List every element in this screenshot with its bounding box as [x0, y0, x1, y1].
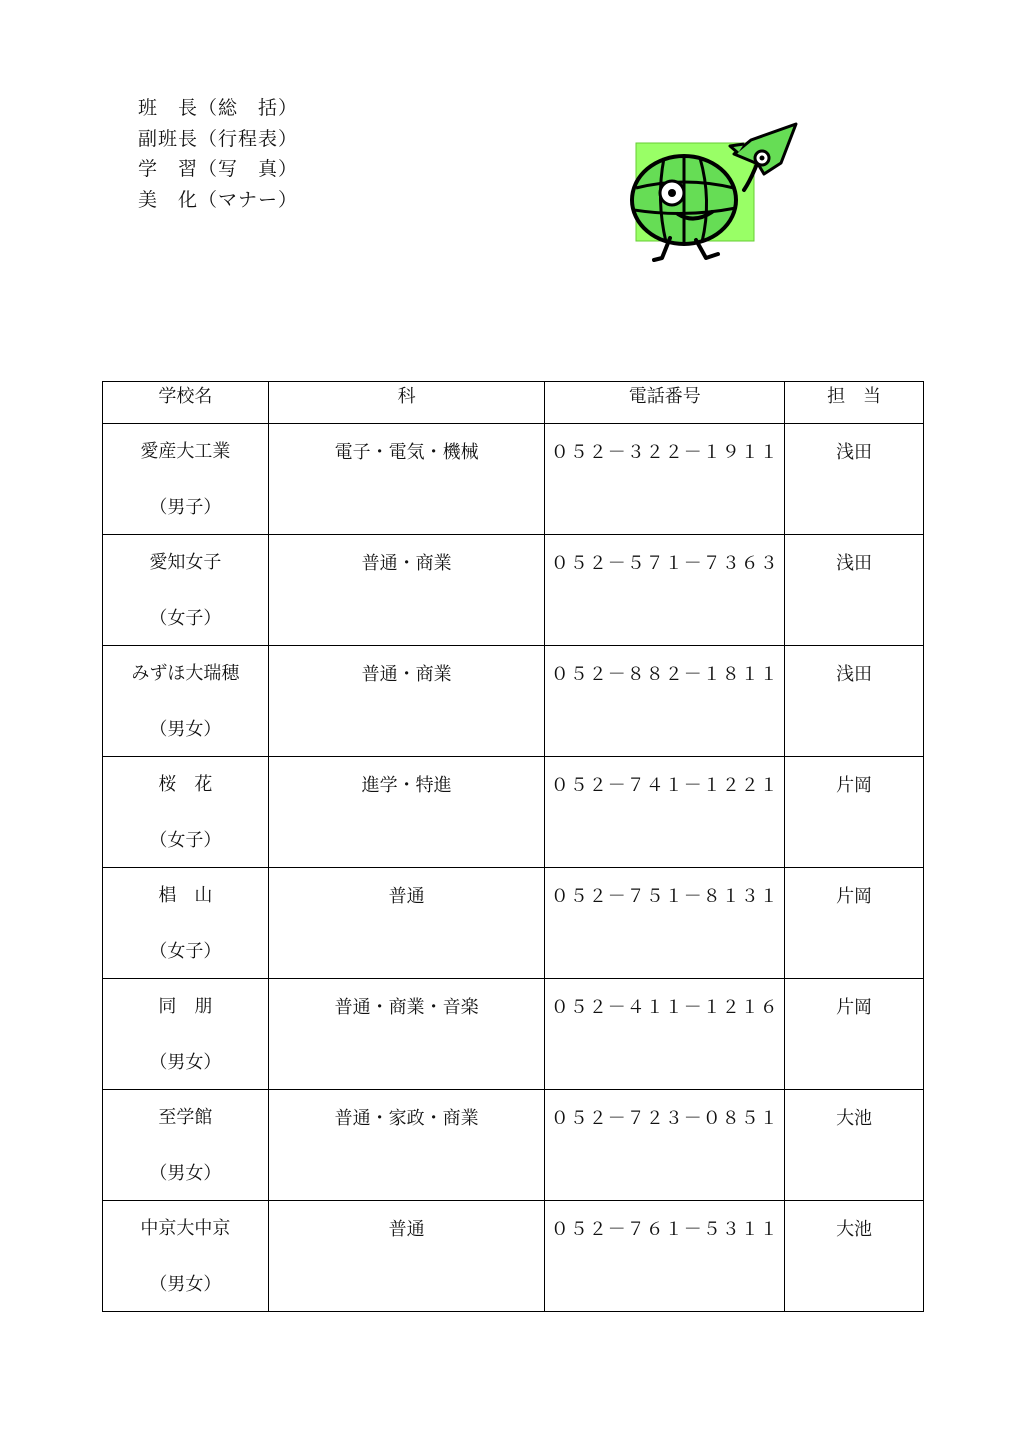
staff-cell: 片岡	[785, 979, 924, 1090]
school-cell	[103, 757, 269, 868]
school-name: 至学館	[158, 1107, 213, 1128]
school-type: （男女）	[149, 1163, 222, 1184]
school-type: （女子）	[149, 941, 222, 962]
staff-cell: 大池	[785, 1090, 924, 1201]
header-staff: 担 当	[785, 382, 924, 424]
school-cell	[103, 868, 269, 979]
school-name: 愛産大工業	[140, 441, 231, 462]
course-cell: 普通・商業・音楽	[268, 979, 545, 1090]
course-cell: 普通	[268, 868, 545, 979]
school-cell	[103, 424, 269, 535]
header-course: 科	[268, 382, 545, 424]
header-phone: 電話番号	[545, 382, 785, 424]
staff-cell: 浅田	[785, 646, 924, 757]
phone-cell: ０５２－７２３－０８５１	[545, 1090, 785, 1201]
role-item: 班 長（総 括）	[138, 97, 299, 119]
role-item: 学 習（写 真）	[138, 158, 299, 180]
school-name: 中京大中京	[140, 1218, 231, 1239]
school-cell	[103, 535, 269, 646]
course-cell: 普通・商業	[268, 535, 545, 646]
staff-cell: 片岡	[785, 868, 924, 979]
school-name: 同 朋	[158, 996, 213, 1017]
phone-cell: ０５２－５７１－７３６３	[545, 535, 785, 646]
school-name: 椙 山	[158, 885, 213, 906]
school-type: （女子）	[149, 830, 222, 851]
table-row	[103, 757, 924, 868]
role-list	[138, 93, 298, 215]
phone-cell: ０５２－８８２－１８１１	[545, 646, 785, 757]
globe-character-with-rocket-icon	[626, 118, 836, 276]
course-cell: 普通・商業	[268, 646, 545, 757]
table-row	[103, 1201, 924, 1312]
table-header-row	[103, 382, 924, 424]
table-row	[103, 535, 924, 646]
school-name: 桜 花	[158, 774, 213, 795]
school-cell	[103, 646, 269, 757]
phone-cell: ０５２－７４１－１２２１	[545, 757, 785, 868]
role-item: 副班長（行程表）	[138, 127, 299, 150]
course-cell: 普通・家政・商業	[268, 1090, 545, 1201]
school-type: （男女）	[149, 1274, 222, 1295]
phone-cell: ０５２－７５１－８１３１	[545, 868, 785, 979]
course-cell: 電子・電気・機械	[268, 424, 545, 535]
table-row	[103, 979, 924, 1090]
table-row	[103, 1090, 924, 1201]
school-name: 愛知女子	[149, 552, 222, 573]
school-type: （男女）	[149, 1052, 222, 1073]
header-school: 学校名	[103, 382, 269, 424]
phone-cell: ０５２－７６１－５３１１	[545, 1201, 785, 1312]
school-name: みずほ大瑞穂	[131, 663, 240, 684]
table-row	[103, 646, 924, 757]
role-item: 美 化（マナー）	[138, 188, 299, 211]
staff-cell: 浅田	[785, 535, 924, 646]
school-type: （女子）	[149, 608, 222, 629]
staff-cell: 浅田	[785, 424, 924, 535]
school-cell	[103, 979, 269, 1090]
course-cell: 進学・特進	[268, 757, 545, 868]
school-table	[102, 381, 924, 1312]
course-cell: 普通	[268, 1201, 545, 1312]
staff-cell: 片岡	[785, 757, 924, 868]
phone-cell: ０５２－３２２－１９１１	[545, 424, 785, 535]
school-type: （男女）	[149, 719, 222, 740]
table-row	[103, 424, 924, 535]
school-cell	[103, 1090, 269, 1201]
table-row	[103, 868, 924, 979]
school-cell	[103, 1201, 269, 1312]
phone-cell: ０５２－４１１－１２１６	[545, 979, 785, 1090]
staff-cell: 大池	[785, 1201, 924, 1312]
school-type: （男子）	[149, 497, 222, 518]
